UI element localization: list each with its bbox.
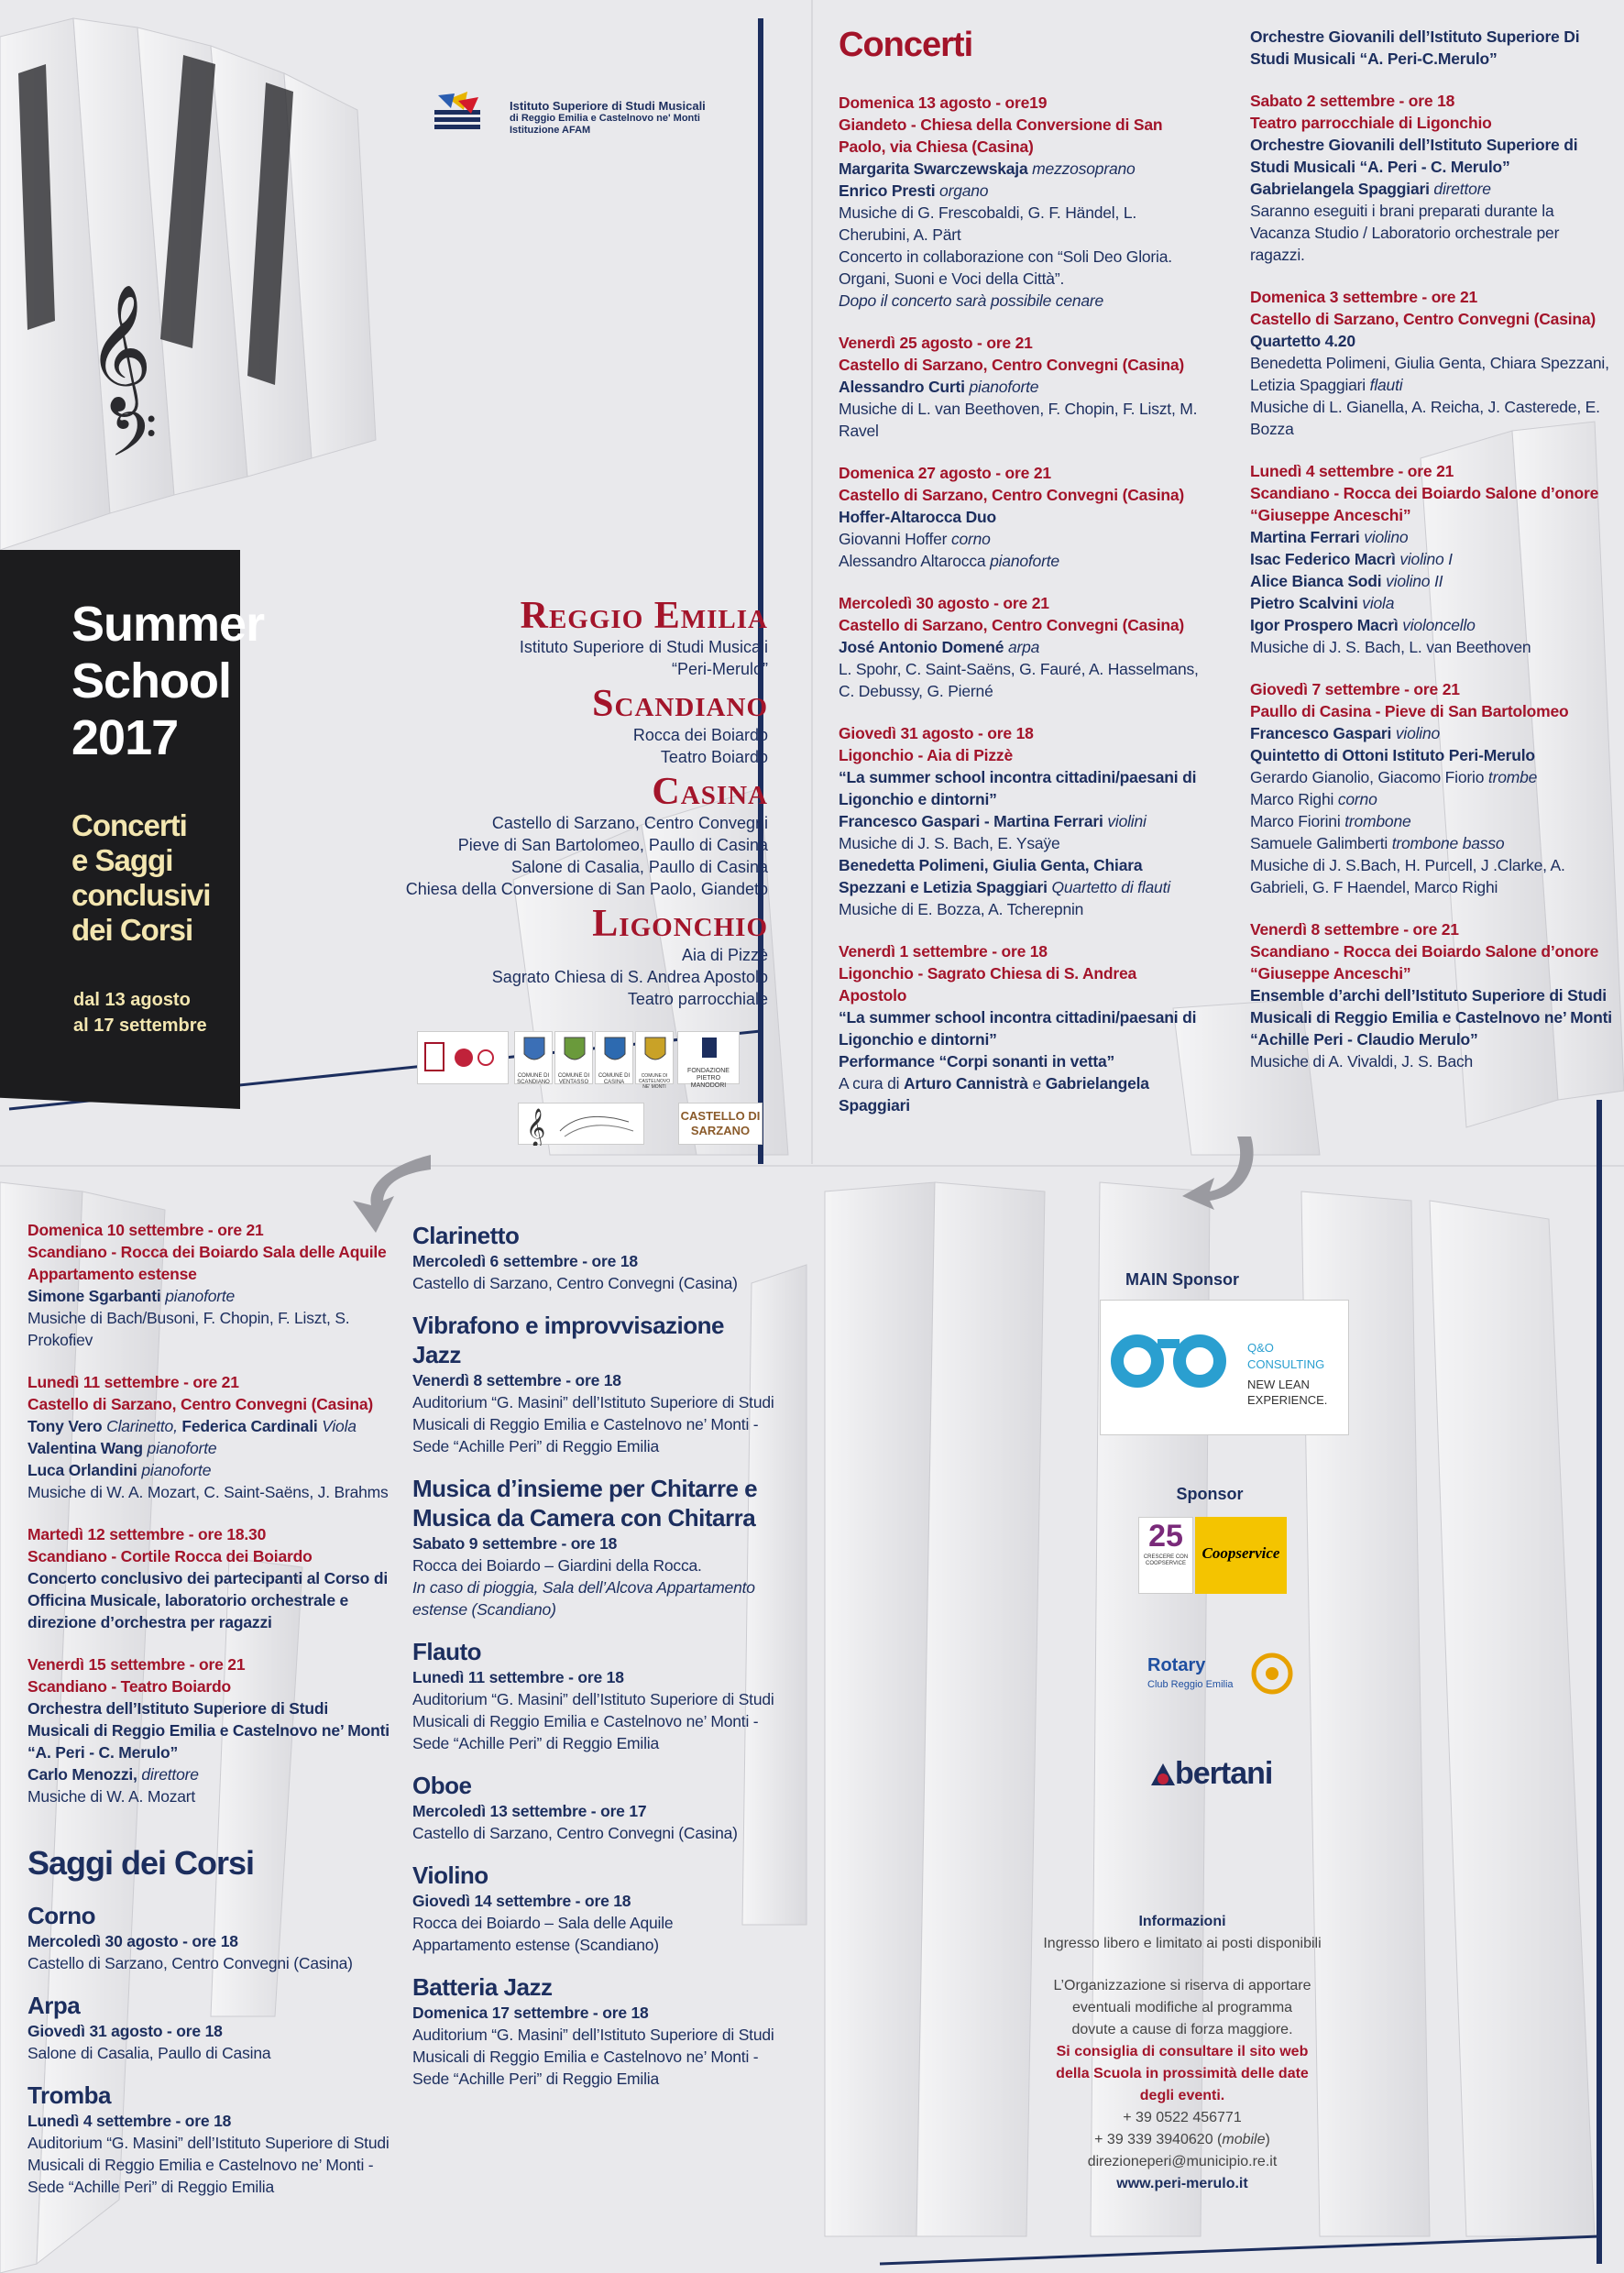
saggio-title: Tromba — [27, 2081, 111, 2109]
concert-event — [1250, 26, 1612, 70]
info-phone-mobile-number: + 39 339 3940620 ( — [1094, 2132, 1223, 2147]
qo-line2: CONSULTING — [1247, 1357, 1325, 1371]
event-details — [1250, 526, 1612, 658]
saggi-column-2 — [412, 1221, 774, 2106]
logo-castello-sarzano — [678, 1103, 763, 1145]
cover-sub-2: e Saggi — [71, 843, 173, 877]
saggio-place: Castello di Sarzano, Centro Convegni (Casina) — [412, 1274, 738, 1292]
info-email-link[interactable]: direzioneperi@municipio.re.it — [1087, 2154, 1278, 2169]
event-role: violoncello — [1402, 616, 1476, 634]
event-date: Lunedì 11 settembre - ore 21 — [27, 1373, 239, 1391]
logo-castello-label: CASTELLO DI SARZANO — [680, 1109, 761, 1137]
event-date: Venerdì 1 settembre - ore 18 — [839, 942, 1048, 961]
saggio-item — [412, 1311, 774, 1457]
logo-fondazione-manodori — [677, 1031, 740, 1089]
event-performer: Tony Vero — [27, 1417, 107, 1435]
svg-text:𝄞: 𝄞 — [526, 1109, 546, 1146]
city-scandiano-line: Rocca dei Boiardo — [632, 726, 768, 744]
coopservice-text: Coopservice — [1202, 1544, 1280, 1562]
coop-25: 25 — [1148, 1519, 1183, 1554]
event-role: violino — [1364, 528, 1409, 546]
cities-block — [330, 596, 768, 1014]
info-phone-mobile[interactable] — [1008, 2129, 1356, 2151]
logo-comune-ventasso-label: COMUNE DI VENTASSO — [557, 1073, 590, 1085]
saggio-place: Auditorium “G. Masini” dell’Istituto Superiore di Studi Musicali di Reggio Emilia e Castelnovo ne’ Monti - Sede “Achille Peri” di Reggio Emilia — [27, 2134, 390, 2196]
info-line: dovute a cause di forza maggiore. — [1071, 2022, 1293, 2037]
event-details — [839, 376, 1201, 442]
event-text: Musiche di J. S. Bach, L. van Beethoven — [1250, 638, 1531, 656]
saggio-title: Musica d’insieme per Chitarre e Musica da Camera con Chitarra — [412, 1475, 758, 1532]
concert-event — [839, 462, 1201, 572]
concert-event — [839, 332, 1201, 442]
event-place: Castello di Sarzano, Centro Convegni (Casina) — [839, 356, 1185, 374]
city-ligonchio-line: Sagrato Chiesa di S. Andrea Apostolo — [491, 968, 768, 986]
event-performer: Quintetto di Ottoni Istituto Peri-Merulo — [1250, 746, 1535, 764]
concert-event — [1250, 678, 1612, 898]
cover-title-3: 2017 — [71, 710, 179, 765]
logo-music-sketch — [518, 1103, 644, 1145]
rotary-club-text: Club Reggio Emilia — [1147, 1679, 1234, 1690]
event-text: Alessandro Altarocca — [839, 552, 991, 570]
event-date: Lunedì 4 settembre - ore 21 — [1250, 462, 1454, 480]
event-performer: Hoffer-Altarocca Duo — [839, 508, 996, 526]
event-performer: Performance “Corpi sonanti in vetta” — [839, 1052, 1115, 1071]
event-date: Domenica 27 agosto - ore 21 — [839, 464, 1051, 482]
rotary-wheel-icon — [1250, 1652, 1294, 1696]
event-details — [27, 1285, 390, 1351]
concert-event — [839, 592, 1201, 702]
saggio-place: Auditorium “G. Masini” dell’Istituto Superiore di Studi Musicali di Reggio Emilia e Castelnovo ne’ Monti - Sede “Achille Peri” di Reggio Emilia — [412, 1690, 774, 1752]
event-date: Domenica 3 settembre - ore 21 — [1250, 288, 1478, 306]
event-text: Marco Fiorini — [1250, 812, 1345, 830]
event-text: Musiche di L. van Beethoven, F. Chopin, F. Liszt, M. Ravel — [839, 400, 1198, 440]
event-role: pianoforte — [141, 1461, 212, 1479]
event-text: Concerto in collaborazione con “Soli Deo Gloria. Organi, Suoni e Voci della Città”. — [839, 247, 1172, 288]
cover-dates-2: al 17 settembre — [73, 1016, 207, 1036]
event-performer: José Antonio Domené — [839, 638, 1008, 656]
concert-event — [1250, 918, 1612, 1072]
event-role: violino I — [1399, 550, 1453, 568]
event-text: Marco Righi — [1250, 790, 1338, 808]
saggio-place: Rocca dei Boiardo – Giardini della Rocca. — [412, 1556, 702, 1575]
svg-text:𝄞: 𝄞 — [87, 284, 152, 412]
logo-comune-scandiano — [514, 1031, 553, 1084]
event-performer: “La summer school incontra cittadini/paesani di Ligonchio e dintorni” — [839, 1008, 1197, 1049]
city-scandiano-line: Teatro Boiardo — [660, 748, 768, 766]
cover-title-1: Summer — [71, 597, 265, 652]
saggio-title: Arpa — [27, 1992, 81, 2019]
city-scandiano — [592, 684, 768, 768]
event-performer: Igor Prospero Macrì — [1250, 616, 1403, 634]
saggio-item — [27, 1901, 390, 1974]
saggio-place: Auditorium “G. Masini” dell’Istituto Superiore di Studi Musicali di Reggio Emilia e Castelnovo ne’ Monti - Sede “Achille Peri” di Reggio Emilia — [412, 1393, 774, 1455]
city-casina — [406, 772, 768, 900]
main-sponsor-label: MAIN Sponsor — [1125, 1270, 1239, 1289]
info-phone-mobile-close: ) — [1265, 2132, 1270, 2147]
event-performer: Simone Sgarbanti — [27, 1287, 166, 1305]
event-details — [839, 1006, 1201, 1116]
event-role: trombe — [1487, 768, 1538, 786]
saggio-place: Rocca dei Boiardo – Sala delle Aquile Appartamento estense (Scandiano) — [412, 1914, 674, 1954]
info-line: eventuali modifiche al programma — [1071, 2000, 1293, 2015]
city-reggio-name: Reggio Emilia — [520, 595, 768, 637]
info-phone-mobile-label: mobile — [1222, 2132, 1266, 2147]
event-performer: Benedetta Polimeni, Giulia Genta, Chiara Spezzani e Letizia Spaggiari — [839, 856, 1143, 896]
event-details — [1250, 134, 1612, 266]
event-place: Scandiano - Rocca dei Boiardo Sala delle Aquile Appartamento estense — [27, 1243, 387, 1283]
event-place: Giandeto - Chiesa della Conversione di San Paolo, via Chiesa (Casina) — [839, 115, 1163, 156]
city-casina-line: Pieve di San Bartolomeo, Paullo di Casina — [457, 836, 768, 854]
logo-comune-castelnovo — [635, 1031, 674, 1090]
logo-fondazione-label: FONDAZIONE PIETRO MANODORI — [687, 1068, 730, 1089]
event-date: Martedì 12 settembre - ore 18.30 — [27, 1525, 267, 1543]
info-phone[interactable]: + 39 0522 456771 — [1123, 2110, 1242, 2125]
event-role: trombone basso — [1391, 834, 1505, 852]
saggio-date: Venerdì 8 settembre - ore 18 — [412, 1371, 621, 1389]
event-performer: Orchestra dell’Istituto Superiore di Studi Musicali di Reggio Emilia e Castelnovo ne’ Monti “A. Peri - C. Merulo” — [27, 1699, 390, 1762]
event-details — [1250, 984, 1612, 1072]
logo-comune-scandiano-label: COMUNE DI SCANDIANO — [517, 1073, 550, 1085]
coopservice-logo[interactable] — [1138, 1517, 1287, 1594]
info-line: L’Organizzazione si riserva di apportare — [1053, 1978, 1311, 1993]
saggio-date: Mercoledì 6 settembre - ore 18 — [412, 1252, 638, 1270]
rotary-logo[interactable] — [1147, 1646, 1294, 1703]
event-performer: Orchestre Giovanili dell’Istituto Superiore di Studi Musicali “A. Peri - C. Merulo” — [1250, 136, 1578, 176]
qo-line3: NEW LEAN — [1247, 1378, 1310, 1391]
event-performer: Federica Cardinali — [181, 1417, 323, 1435]
saggio-date: Sabato 9 settembre - ore 18 — [412, 1534, 618, 1553]
event-place: Paullo di Casina - Pieve di San Bartolomeo — [1250, 702, 1569, 720]
institute-line3: Istituzione AFAM — [510, 125, 591, 136]
svg-text:𝄢: 𝄢 — [110, 400, 158, 485]
event-performer: Martina Ferrari — [1250, 528, 1365, 546]
event-performer: Luca Orlandini — [27, 1461, 142, 1479]
event-role: direttore — [141, 1765, 199, 1784]
event-text: A cura di — [839, 1074, 904, 1093]
event-details — [27, 1567, 390, 1633]
event-role: pianoforte — [147, 1439, 217, 1457]
event-role: pianoforte — [990, 552, 1059, 570]
event-place: Scandiano - Cortile Rocca dei Boiardo — [27, 1547, 313, 1565]
event-text: Musiche di E. Bozza, A. Tcherepnin — [839, 900, 1084, 918]
cover-sub-1: Concerti — [71, 808, 187, 842]
event-text: Musiche di W. A. Mozart — [27, 1787, 196, 1806]
event-performer: Quartetto 4.20 — [1250, 332, 1355, 350]
saggio-title: Flauto — [412, 1638, 481, 1665]
saggio-place: Auditorium “G. Masini” dell’Istituto Superiore di Studi Musicali di Reggio Emilia e Castelnovo ne’ Monti - Sede “Achille Peri” di Reggio Emilia — [412, 2026, 774, 2088]
cover-sub-4: dei Corsi — [71, 913, 193, 947]
saggio-title: Oboe — [412, 1772, 472, 1799]
event-text: Gerardo Gianolio, Giacomo Fiorio — [1250, 768, 1488, 786]
saggio-item — [27, 2081, 390, 2198]
event-details — [1250, 330, 1612, 440]
concert-event — [839, 940, 1201, 1116]
event-place: Teatro parrocchiale di Ligonchio — [1250, 114, 1492, 132]
event-performer: Valentina Wang — [27, 1439, 148, 1457]
event-role: pianoforte — [165, 1287, 236, 1305]
event-details — [839, 766, 1201, 920]
event-text: Musiche di J. S.Bach, H. Purcell, J .Clarke, A. Gabrieli, G. F Haendel, Marco Righi — [1250, 856, 1565, 896]
qo-logo-icon — [1110, 1321, 1238, 1412]
saggi-column-1 — [27, 1901, 390, 2214]
city-scandiano-name: Scandiano — [592, 683, 768, 725]
institute-logo — [431, 92, 733, 147]
logo-comune-castelnovo-label: COMUNE DI CASTELNOVO NE' MONTI — [638, 1073, 671, 1090]
institute-line1: Istituto Superiore di Studi Musicali — [510, 99, 706, 113]
event-text: Samuele Galimberti — [1250, 834, 1392, 852]
event-role: violino II — [1386, 572, 1443, 590]
event-performer: Francesco Gaspari - Martina Ferrari — [839, 812, 1108, 830]
concerti-title: Concerti — [839, 26, 973, 64]
event-place: Castello di Sarzano, Centro Convegni (Casina) — [27, 1395, 374, 1413]
concert-event — [1250, 460, 1612, 658]
event-performer: Concerto conclusivo dei partecipanti al Corso di Officina Musicale, laboratorio orchestrale e direzione d’orchestra per ragazzi — [27, 1569, 388, 1631]
saggi-title: Saggi dei Corsi — [27, 1844, 255, 1882]
saggio-title: Clarinetto — [412, 1222, 520, 1249]
city-reggio-line: Istituto Superiore di Studi Musicali — [519, 638, 768, 656]
saggio-item — [412, 1861, 774, 1956]
concerti-column-1 — [839, 92, 1201, 1136]
event-performer: Gabrielangela Spaggiari — [1250, 180, 1434, 198]
saggio-title: Vibrafono e improvvisazione Jazz — [412, 1312, 725, 1368]
event-performer: Gabrielangela Spaggiari — [839, 1074, 1149, 1115]
saggio-note: In caso di pioggia, Sala dell’Alcova Appartamento estense (Scandiano) — [412, 1578, 755, 1619]
city-ligonchio-name: Ligonchio — [592, 903, 768, 945]
event-date: Mercoledì 30 agosto - ore 21 — [839, 594, 1049, 612]
event-text: Musiche di J. S. Bach, E. Ysaÿe — [839, 834, 1060, 852]
event-place: Scandiano - Rocca dei Boiardo Salone d’onore “Giuseppe Anceschi” — [1250, 942, 1599, 983]
city-ligonchio-line: Aia di Pizzè — [681, 946, 768, 964]
event-role: flauti — [1369, 376, 1403, 394]
qo-line4: EXPERIENCE. — [1247, 1393, 1328, 1407]
institute-line2: di Reggio Emilia e Castelnovo ne' Monti — [510, 113, 700, 124]
event-date: Sabato 2 settembre - ore 18 — [1250, 92, 1455, 110]
event-role: pianoforte — [969, 378, 1039, 396]
concert-event — [27, 1523, 390, 1633]
event-role: Quartetto di flauti — [1051, 878, 1170, 896]
concert-event — [839, 92, 1201, 312]
saggio-item — [412, 1972, 774, 2090]
concert-event — [839, 722, 1201, 920]
event-role: trombone — [1344, 812, 1411, 830]
event-text: Musiche di Bach/Busoni, F. Chopin, F. Liszt, S. Prokofiev — [27, 1309, 350, 1349]
event-date: Giovedì 7 settembre - ore 21 — [1250, 680, 1460, 698]
info-website-link[interactable]: www.peri-merulo.it — [1116, 2176, 1248, 2191]
event-text: Saranno eseguiti i brani preparati durante la Vacanza Studio / Laboratorio orchestrale per ragazzi. — [1250, 202, 1560, 264]
saggio-date: Giovedì 14 settembre - ore 18 — [412, 1892, 631, 1910]
event-performer: Margarita Swarczewskaja — [839, 159, 1033, 178]
saggio-date: Domenica 17 settembre - ore 18 — [412, 2004, 649, 2022]
event-text: Benedetta Polimeni, Giulia Genta, Chiara Spezzani, Letizia Spaggiari — [1250, 354, 1609, 394]
saggio-item — [412, 1771, 774, 1844]
event-details — [839, 158, 1201, 312]
info-line: Si consiglia di consultare il sito web — [1056, 2044, 1309, 2059]
saggio-item — [412, 1637, 774, 1754]
event-role: violini — [1107, 812, 1147, 830]
event-role: viola — [1362, 594, 1395, 612]
event-place: Castello di Sarzano, Centro Convegni (Casina) — [839, 486, 1185, 504]
bertani-logo[interactable] — [1149, 1752, 1305, 1800]
event-performer: Pietro Scalvini — [1250, 594, 1363, 612]
event-details — [1250, 26, 1612, 70]
event-date: Venerdì 15 settembre - ore 21 — [27, 1655, 246, 1674]
event-performer: Carlo Menozzi, — [27, 1765, 142, 1784]
rotary-text: Rotary — [1147, 1655, 1206, 1675]
event-place: Ligonchio - Aia di Pizzè — [839, 746, 1013, 764]
logo-comune-casina — [595, 1031, 633, 1084]
city-casina-name: Casina — [652, 771, 768, 813]
city-reggio-line: “Peri-Merulo” — [671, 660, 768, 678]
event-role: organo — [939, 181, 989, 200]
event-text: e — [1032, 1074, 1046, 1093]
saggio-title: Corno — [27, 1902, 96, 1929]
event-role: Viola — [322, 1417, 357, 1435]
event-date: Venerdì 8 settembre - ore 21 — [1250, 920, 1459, 939]
event-performer: Alessandro Curti — [839, 378, 970, 396]
partner-logos — [417, 1031, 765, 1150]
event-details — [27, 1697, 390, 1807]
logo-reggio-city — [417, 1031, 509, 1084]
saggio-date: Mercoledì 13 settembre - ore 17 — [412, 1802, 647, 1820]
event-performer: Francesco Gaspari — [1250, 724, 1396, 742]
concerti-column-3 — [27, 1219, 390, 1828]
event-performer: Enrico Presti — [839, 181, 940, 200]
saggio-date: Giovedì 31 agosto - ore 18 — [27, 2022, 223, 2040]
city-casina-line: Salone di Casalia, Paullo di Casina — [510, 858, 768, 876]
event-place: Scandiano - Teatro Boiardo — [27, 1677, 232, 1696]
concert-event — [1250, 90, 1612, 266]
event-place: Scandiano - Rocca dei Boiardo Salone d’onore “Giuseppe Anceschi” — [1250, 484, 1599, 524]
sponsor-label: Sponsor — [1176, 1485, 1244, 1503]
event-date: Venerdì 25 agosto - ore 21 — [839, 334, 1033, 352]
event-text: Musiche di L. Gianella, A. Reicha, J. Casterede, E. Bozza — [1250, 398, 1600, 438]
event-performer: “La summer school incontra cittadini/paesani di Ligonchio e dintorni” — [839, 768, 1197, 808]
event-place: Castello di Sarzano, Centro Convegni (Casina) — [839, 616, 1185, 634]
bertani-icon — [1149, 1762, 1177, 1789]
logo-comune-ventasso — [554, 1031, 593, 1084]
concert-event — [1250, 286, 1612, 440]
qo-consulting-logo[interactable] — [1100, 1300, 1349, 1435]
city-ligonchio — [492, 904, 768, 1010]
saggio-place: Castello di Sarzano, Centro Convegni (Casina) — [27, 1954, 353, 1972]
event-role: Dopo il concerto sarà possibile cenare — [839, 291, 1104, 310]
event-text: Musiche di A. Vivaldi, J. S. Bach — [1250, 1052, 1474, 1071]
event-place: Ligonchio - Sagrato Chiesa di S. Andrea Apostolo — [839, 964, 1137, 1005]
saggio-title: Violino — [412, 1861, 488, 1889]
coop-small: CRESCERE CON COOPSERVICE — [1143, 1554, 1189, 1566]
city-reggio — [520, 596, 768, 680]
qo-line1: Q&O — [1247, 1341, 1274, 1355]
event-text: Giovanni Hoffer — [839, 530, 951, 548]
event-role: corno — [950, 530, 991, 548]
concert-event — [27, 1371, 390, 1503]
cover-title-2: School — [71, 653, 232, 708]
event-place: Castello di Sarzano, Centro Convegni (Casina) — [1250, 310, 1597, 328]
info-block — [1008, 1911, 1356, 2195]
event-performer: Isac Federico Macrì — [1250, 550, 1400, 568]
event-text: Musiche di G. Frescobaldi, G. F. Händel, L. Cherubini, A. Pärt — [839, 203, 1137, 244]
city-ligonchio-line: Teatro parrocchiale — [627, 990, 768, 1008]
event-date: Giovedì 31 agosto - ore 18 — [839, 724, 1034, 742]
event-details — [1250, 722, 1612, 898]
cover-dates-1: dal 13 agosto — [73, 990, 191, 1010]
event-performer: Alice Bianca Sodi — [1250, 572, 1387, 590]
saggio-item — [412, 1474, 774, 1620]
event-role: arpa — [1007, 638, 1040, 656]
saggio-date: Lunedì 11 settembre - ore 18 — [412, 1668, 624, 1686]
saggio-item — [27, 1991, 390, 2064]
event-performer: Orchestre Giovanili dell’Istituto Superiore Di Studi Musicali “A. Peri-C.Merulo” — [1250, 27, 1580, 68]
event-text: Musiche di W. A. Mozart, C. Saint-Saëns, J. Brahms — [27, 1483, 389, 1501]
event-details — [839, 506, 1201, 572]
event-performer: Arturo Cannistrà — [903, 1074, 1033, 1093]
event-role: mezzosoprano — [1032, 159, 1136, 178]
saggio-title: Batteria Jazz — [412, 1973, 553, 2001]
concert-event — [27, 1653, 390, 1807]
institute-logo-icon — [431, 92, 504, 147]
event-role: Clarinetto, — [106, 1417, 182, 1435]
event-role: direttore — [1433, 180, 1491, 198]
event-role: corno — [1337, 790, 1377, 808]
event-date: Domenica 10 settembre - ore 21 — [27, 1221, 264, 1239]
info-line: della Scuola in prossimità delle date — [1056, 2066, 1309, 2081]
event-details — [839, 636, 1201, 702]
event-performer: Ensemble d’archi dell’Istituto Superiore di Studi Musicali di Reggio Emilia e Castelnovo ne’ Monti “Achille Peri - Claudio Merulo” — [1250, 986, 1612, 1049]
event-date: Domenica 13 agosto - ore19 — [839, 93, 1048, 112]
city-casina-line: Chiesa della Conversione di San Paolo, Giandeto — [405, 880, 768, 898]
info-line: degli eventi. — [1139, 2088, 1225, 2103]
event-text: L. Spohr, C. Saint-Saëns, G. Fauré, A. Hasselmans, C. Debussy, G. Pierné — [839, 660, 1199, 700]
event-role: violino — [1395, 724, 1441, 742]
concerti-column-2 — [1250, 26, 1612, 1093]
concert-event — [27, 1219, 390, 1351]
saggio-place: Castello di Sarzano, Centro Convegni (Casina) — [412, 1824, 738, 1842]
saggio-date: Mercoledì 30 agosto - ore 18 — [27, 1932, 238, 1950]
saggio-item — [412, 1221, 774, 1294]
event-details — [27, 1415, 390, 1503]
bertani-text: bertani — [1175, 1756, 1273, 1791]
saggio-date: Lunedì 4 settembre - ore 18 — [27, 2112, 232, 2130]
info-line: Ingresso libero e limitato ai posti disponibili — [1043, 1936, 1322, 1951]
city-casina-line: Castello di Sarzano, Centro Convegni — [491, 814, 768, 832]
cover-sub-3: conclusivi — [71, 878, 211, 912]
saggio-place: Salone di Casalia, Paullo di Casina — [27, 2044, 271, 2062]
logo-comune-casina-label: COMUNE DI CASINA — [598, 1073, 631, 1085]
info-title: Informazioni — [1138, 1914, 1226, 1929]
